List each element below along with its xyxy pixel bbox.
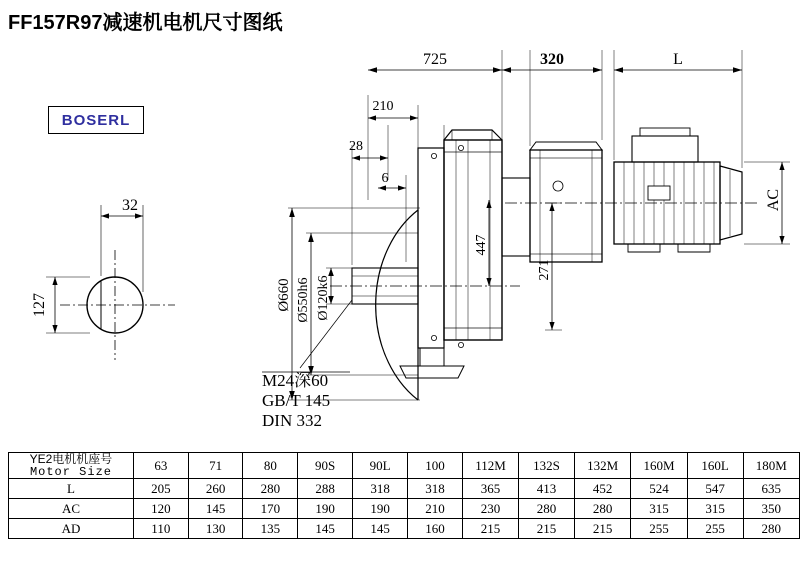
table-cell: 130 [188, 519, 243, 539]
table-cell: 145 [298, 519, 353, 539]
table-cell: 110 [133, 519, 188, 539]
table-cell: 215 [462, 519, 518, 539]
size-cell: 132M [574, 453, 630, 479]
table-cell: 280 [243, 479, 298, 499]
table-row [9, 499, 800, 519]
table-cell: 413 [519, 479, 575, 499]
size-cell: 80 [243, 453, 298, 479]
table-cell: 260 [188, 479, 243, 499]
table-cell: 365 [462, 479, 518, 499]
table-cell: 215 [574, 519, 630, 539]
dim-210: 210 [372, 99, 394, 114]
dim-127: 127 [31, 293, 48, 317]
table-cell: 135 [243, 519, 298, 539]
table-cell: 315 [631, 499, 687, 519]
table-cell: 635 [743, 479, 799, 499]
table-cell: 288 [298, 479, 353, 499]
table-row [9, 519, 800, 539]
table-cell: 190 [298, 499, 353, 519]
table-cell: 170 [243, 499, 298, 519]
table-cell: 120 [133, 499, 188, 519]
note-gbt145: GB/T 145 [262, 391, 331, 410]
brand-logo: BOSERL [48, 106, 144, 134]
dim-320: 320 [540, 51, 564, 68]
size-cell: 112M [462, 453, 518, 479]
motor-size-table [8, 452, 800, 539]
size-cell: 63 [133, 453, 188, 479]
table-cell: 255 [631, 519, 687, 539]
table-cell: 524 [631, 479, 687, 499]
dim-28: 28 [349, 139, 363, 154]
page-title: FF157R97减速机电机尺寸图纸 [8, 12, 283, 34]
row-label: L [9, 479, 134, 499]
table-cell: 315 [687, 499, 743, 519]
size-cell: 160L [687, 453, 743, 479]
size-cell: 132S [519, 453, 575, 479]
size-cell: 180M [743, 453, 799, 479]
dim-AC: AC [765, 188, 782, 212]
table-row [9, 479, 800, 499]
table-cell: 547 [687, 479, 743, 499]
size-cell: 71 [188, 453, 243, 479]
header-label-cell [9, 453, 134, 479]
table-header-row [9, 453, 800, 479]
table-cell: 318 [353, 479, 408, 499]
dim-L-top: L [673, 51, 683, 68]
dim-d120: Ø120k6 [316, 275, 331, 321]
table-cell: 145 [188, 499, 243, 519]
table-cell: 280 [574, 499, 630, 519]
row-label: AD [9, 519, 134, 539]
table-cell: 160 [408, 519, 463, 539]
dim-725: 725 [423, 51, 447, 68]
size-cell: 160M [631, 453, 687, 479]
size-cell: 90L [353, 453, 408, 479]
header-label-cn: YE2电机机座号 [29, 452, 113, 466]
dim-d660: Ø660 [276, 278, 292, 312]
table-cell: 318 [408, 479, 463, 499]
dim-d550: Ø550h6 [296, 277, 311, 323]
table-cell: 280 [743, 519, 799, 539]
table-cell: 230 [462, 499, 518, 519]
size-cell: 100 [408, 453, 463, 479]
table-cell: 190 [353, 499, 408, 519]
header-label-en: Motor Size [29, 464, 112, 479]
note-din332: DIN 332 [262, 411, 322, 430]
dim-6: 6 [381, 171, 389, 186]
dim-271: 271 [537, 259, 552, 281]
table-cell: 215 [519, 519, 575, 539]
table-cell: 280 [519, 499, 575, 519]
note-m24: M24深60 [262, 371, 329, 390]
dim-447: 447 [474, 234, 489, 256]
dim-32: 32 [122, 197, 138, 214]
table-cell: 255 [687, 519, 743, 539]
table-cell: 210 [408, 499, 463, 519]
table-cell: 350 [743, 499, 799, 519]
size-cell: 90S [298, 453, 353, 479]
table-cell: 205 [133, 479, 188, 499]
table-cell: 145 [353, 519, 408, 539]
row-label: AC [9, 499, 134, 519]
table-cell: 452 [574, 479, 630, 499]
